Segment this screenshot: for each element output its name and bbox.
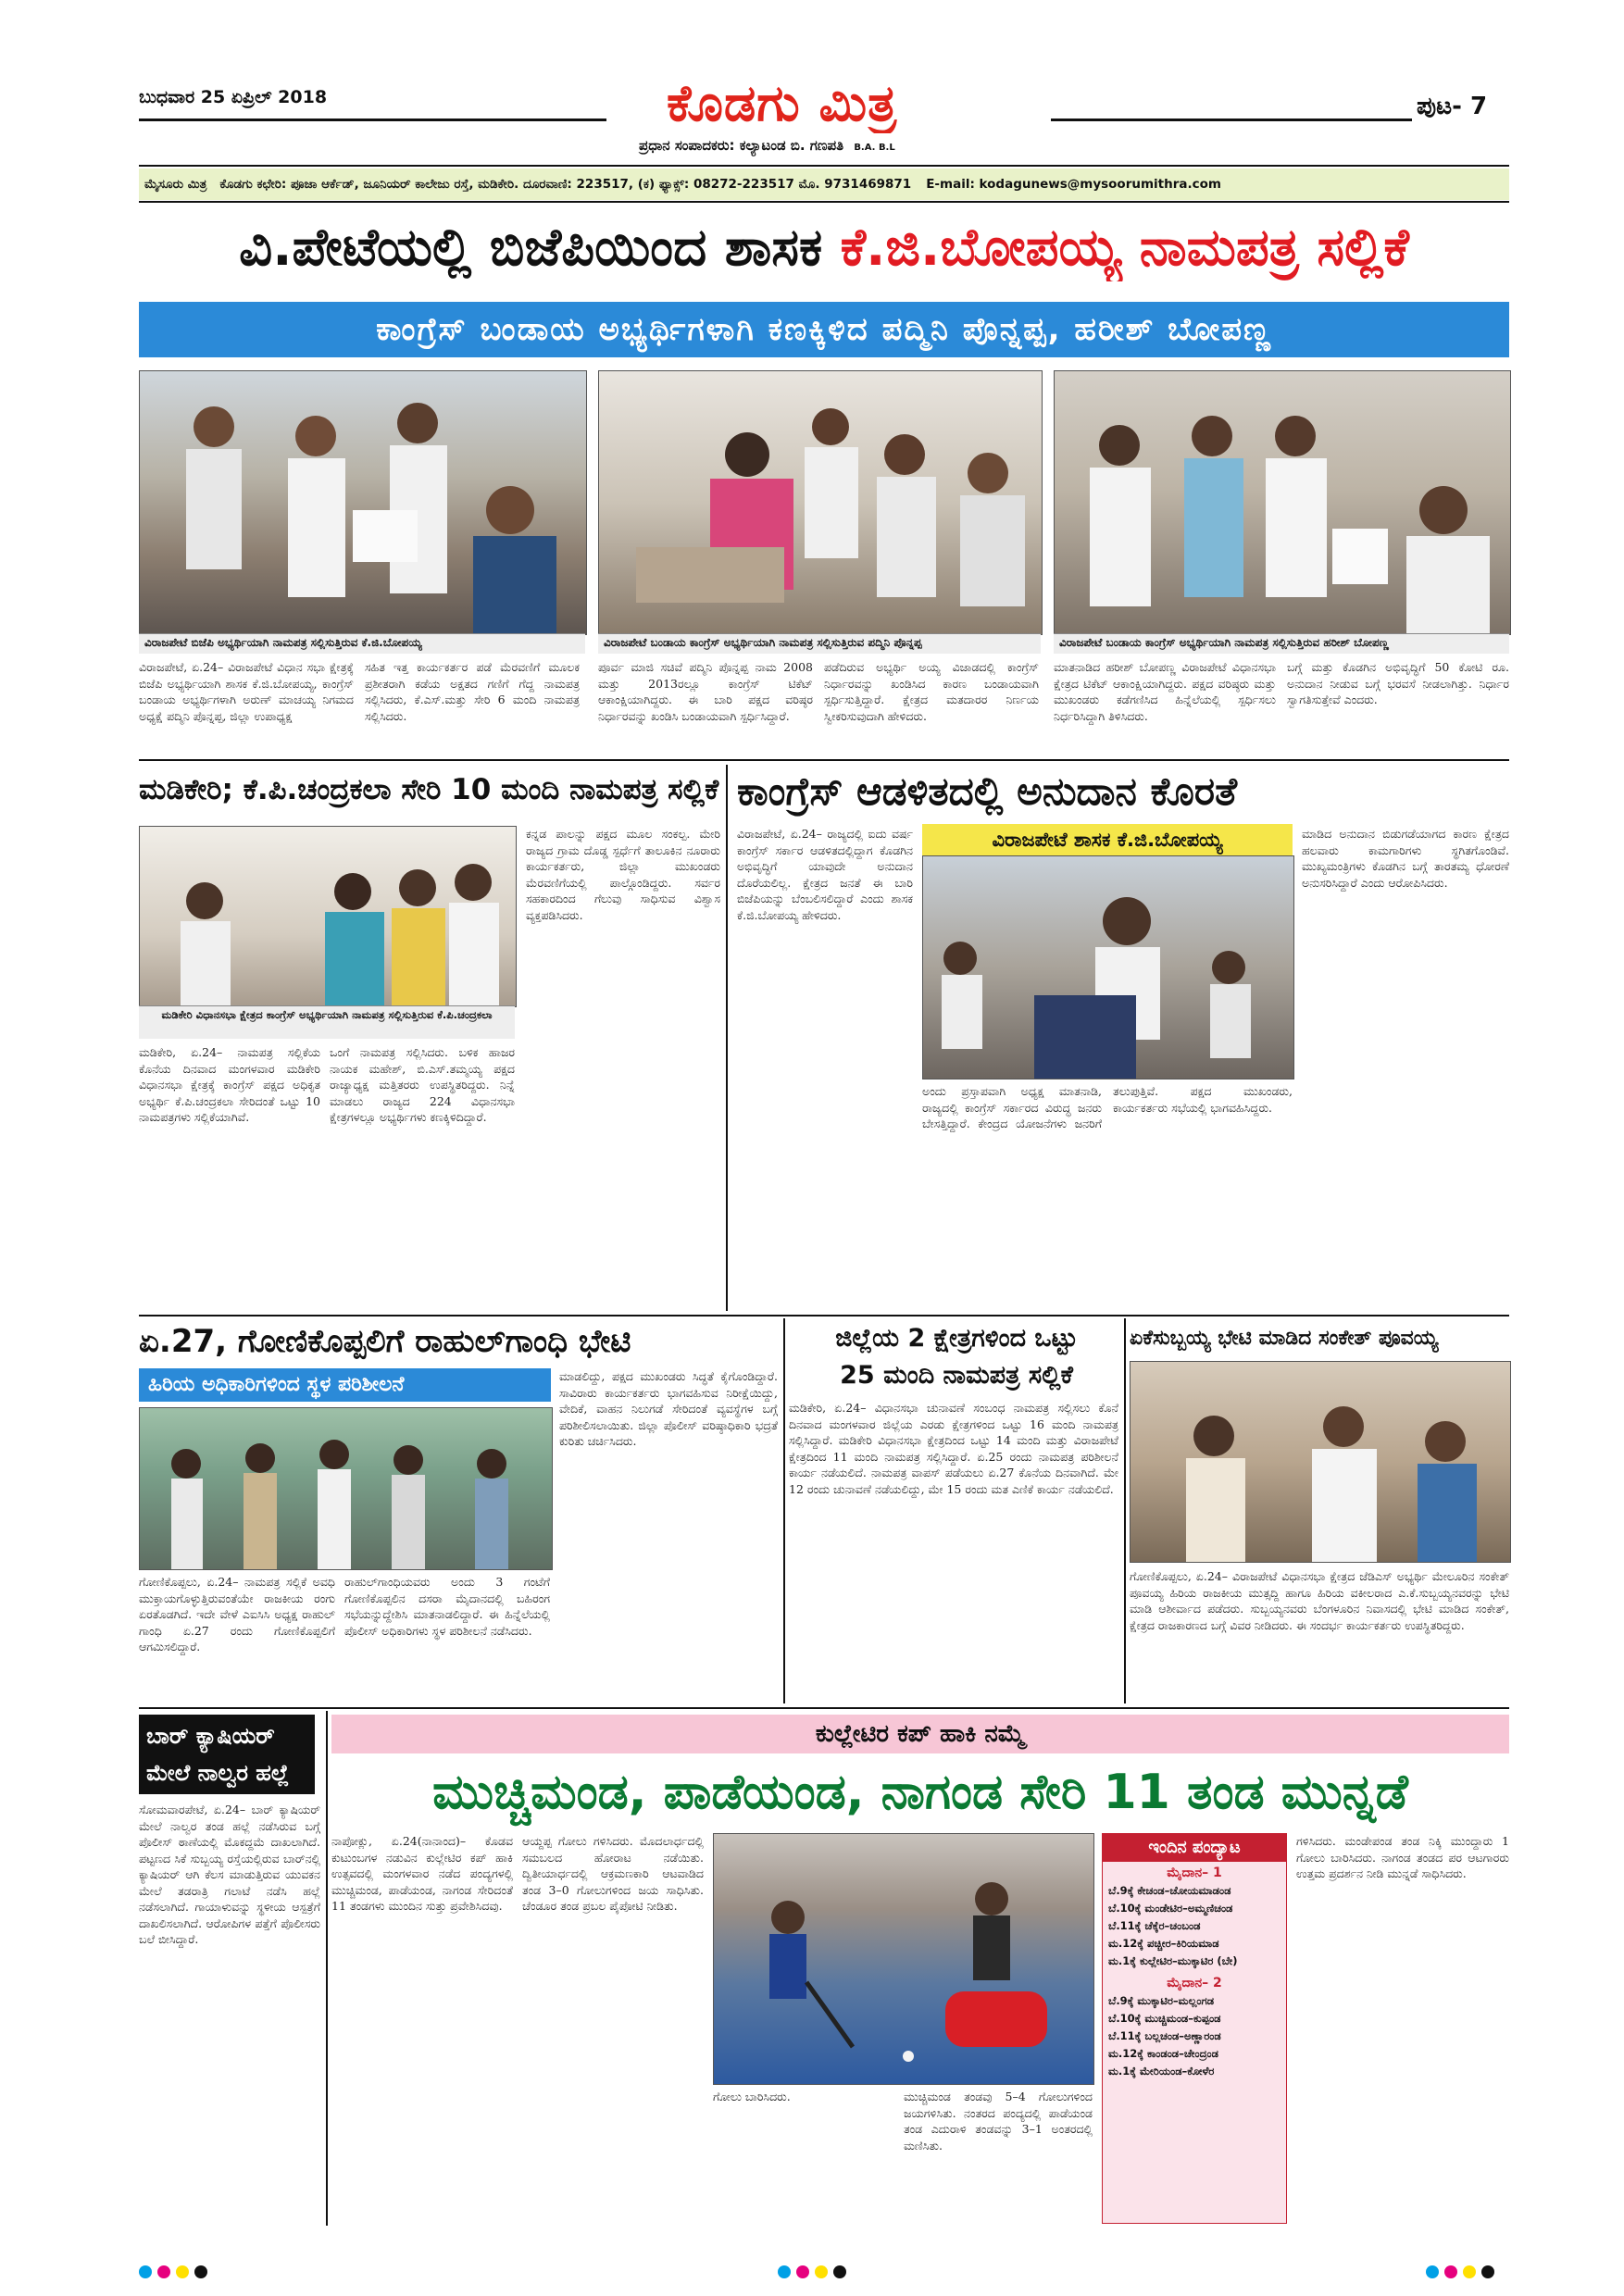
divider-lower [139,1707,1509,1709]
twentyfive-headline-1: ಜಿಲ್ಲೆಯ 2 ಕ್ಷೇತ್ರಗಳಿಂದ ಒಟ್ಟು [835,1324,1078,1353]
hockey-col-1: ನಾಪೋಕ್ಲು, ಏ.24(ನಾನಾಂದ)– ಕೊಡವ ಕುಟುಂಬಗಳ ನಡುವಿನ ಕುಲ್ಲೇಟಿರ ಕಪ್ ಹಾಕಿ ಉತ್ಸವದಲ್ಲಿ ಮಂಗಳವಾರ ನಡೆದ ಪಂದ್ಯಗಳಲ್ಲಿ ಮುಚ್ಚಿಮಂಡ, ಪಾಡೆಯಂಡ, ನಾಗಂಡ ಸೇರಿದಂತೆ 11 ತಂಡಗಳು ಮುಂದಿನ ಸುತ್ತು ಪ್ರವೇಶಿಸಿದವು. [331,1834,513,1913]
reg-dot-icon [194,2265,207,2278]
madikeri-caption: ಮಡಿಕೇರಿ ವಿಧಾನಸಭಾ ಕ್ಷೇತ್ರದ ಕಾಂಗ್ರೆಸ್ ಅಭ್ಯರ್ಥಿಯಾಗಿ ನಾಮಪತ್ರ ಸಲ್ಲಿಸುತ್ತಿರುವ ಕೆ.ಪಿ.ಚಂದ್ರಕಲಾ [139,1005,515,1039]
lead-headline-red: ಕೆ.ಜಿ.ಬೋಪಯ್ಯ ನಾಮಪತ್ರ ಸಲ್ಲಿಕೆ [840,218,1409,278]
masthead-rule-left [139,119,606,121]
lead-photo-padmini [598,370,1043,635]
divider-lead [139,759,1509,761]
ekesu-headline: ಏಕೆಸುಬ್ಬಯ್ಯ ಭೇಟಿ ಮಾಡಿದ ಸಂಕೇತ್ ಪೂವಯ್ಯ [1130,1327,1439,1350]
people-figures-icon [140,371,586,634]
speaker-at-podium-icon [923,856,1293,1079]
reg-dot-icon [815,2265,828,2278]
fixtures-list-1: ಬೆ.9ಕ್ಕೆ ಕೇಚಂಡ–ಚೋಯಮಾಡಂಡ ಬೆ.10ಕ್ಕೆ ಮಂಡೇಟಿರ–ಅಮ್ಮಣಿಚಂಡ ಬೆ.11ಕ್ಕೆ ಚೆಕ್ಕೆರ–ಚಂಬಂಡ ಮ.12ಕ್ಕೆ ಪಚ್ಚೀರ–ಕಿರಿಯಮಾಡ ಮ.1ಕ್ಕೆ ಕುಲ್ಲೇಟಿರ–ಮುಕ್ಕಾಟಿರ (ಬೇ) [1108,1884,1238,1967]
anudana-col-3: ಮಾಡಿದ ಅನುದಾನ ಬಿಡುಗಡೆಯಾಗದ ಕಾರಣ ಕ್ಷೇತ್ರದ ಹಲವಾರು ಕಾಮಗಾರಿಗಳು ಸ್ಥಗಿತಗೊಂಡಿವೆ. ಮುಖ್ಯಮಂತ್ರಿಗಳು ಕೊಡಗಿನ ಬಗ್ಗೆ ತಾರತಮ್ಯ ಧೋರಣೆ ಅನುಸರಿಸಿದ್ದಾರೆ ಎಂದು ಆರೋಪಿಸಿದರು. [1302,827,1509,890]
anudana-photo [922,855,1294,1079]
lead-caption-3: ವಿರಾಜಪೇಟೆ ಬಂಡಾಯ ಕಾಂಗ್ರೆಸ್ ಅಭ್ಯರ್ಥಿಯಾಗಿ ನಾಮಪತ್ರ ಸಲ್ಲಿಸುತ್ತಿರುವ ಹರೀಶ್ ಬೋಪಣ್ಣ [1054,633,1509,654]
hockey-players-icon [714,1834,1093,2084]
anudana-col-1: ವಿರಾಜಪೇಟೆ, ಏ.24– ರಾಜ್ಯದಲ್ಲಿ ಐದು ವರ್ಷ ಕಾಂಗ್ರೆಸ್ ಸರ್ಕಾರ ಆಡಳಿತದಲ್ಲಿದ್ದಾಗ ಕೊಡಗಿನ ಅಭಿವೃದ್ಧಿಗೆ ಯಾವುದೇ ಅನುದಾನ ದೊರೆಯಲಿಲ್ಲ. ಕ್ಷೇತ್ರದ ಜನತೆ ಈ ಬಾರಿ ಬಿಜೆಪಿಯನ್ನು ಬೆಂಬಲಿಸಲಿದ್ದಾರೆ ಎಂದು ಶಾಸಕ ಕೆ.ಜಿ.ಬೋಪಯ್ಯ ಹೇಳಿದರು. [737,827,913,922]
fixtures-ground-1: ಮೈದಾನ– 1 [1167,1866,1222,1880]
rahul-subhead: ಹಿರಿಯ ಅಧಿಕಾರಿಗಳಿಂದ ಸ್ಥಳ ಪರಿಶೀಲನೆ [139,1368,551,1402]
reg-dot-icon [157,2265,170,2278]
hockey-col-3: ಗೋಲು ಬಾರಿಸಿದರು. [713,2090,791,2103]
people-figures-icon [599,371,1042,634]
madikeri-col-2: ಒಂಗೆ ನಾಮಪತ್ರ ಸಲ್ಲಿಸಿದರು. ಬಳಿಕ ಹಾಜರ ನಾಯಕ ಮಹೇಶ್, ಬಿ.ಎಸ್.ತಮ್ಮಯ್ಯ ಪಕ್ಷದ ರಾಜ್ಯಾಧ್ಯಕ್ಷ ಮತ್ತಿತರರು ಉಪಸ್ಥಿತರಿದ್ದರು. ನಿನ್ನೆ ಮಾಡಲು ರಾಜ್ಯದ 224 ವಿಧಾನಸಭಾ ಕ್ಷೇತ್ರಗಳಲ್ಲೂ ಅಭ್ಯರ್ಥಿಗಳು ಕಣಕ್ಕಿಳಿದಿದ್ದಾರೆ. [330,1045,515,1124]
lead-col-1: ವಿರಾಜಪೇಟೆ, ಏ.24– ವಿರಾಜಪೇಟೆ ವಿಧಾನ ಸಭಾ ಕ್ಷೇತ್ರಕ್ಕೆ ಬಿಜೆಪಿ ಅಭ್ಯರ್ಥಿಯಾಗಿ ಶಾಸಕ ಕೆ.ಜಿ.ಬೋಪಯ್ಯ, ಕಾಂಗ್ರೆಸ್ ಬಂಡಾಯ ಅಭ್ಯರ್ಥಿಗಳಾಗಿ ಅರುಣ್ ಮಾಚಯ್ಯ ನಿಗಮದ ಅಧ್ಯಕ್ಷೆ ಪದ್ಮಿನಿ ಪೊನ್ನಪ್ಪ, ಜಿಲ್ಲಾ ಉಪಾಧ್ಯಕ್ಷ [139,660,354,723]
reg-dot-icon [1426,2265,1439,2278]
reg-dots-right [1426,2265,1500,2282]
ekesu-body: ಗೋಣಿಕೊಪ್ಪಲು, ಏ.24– ವಿರಾಜಪೇಟೆ ವಿಧಾನಸಭಾ ಕ್ಷೇತ್ರದ ಜೆಡಿಎಸ್ ಅಭ್ಯರ್ಥಿ ಮೇಲೂರಿನ ಸಂಕೇತ್ ಪೂವಯ್ಯ ಹಿರಿಯ ರಾಜಕೀಯ ಮುತ್ಸದ್ದಿ ಹಾಗೂ ಹಿರಿಯ ವಕೀಲರಾದ ಎ.ಕೆ.ಸುಬ್ಬಯ್ಯನವರನ್ನು ಭೇಟಿ ಮಾಡಿ ಆಶೀರ್ವಾದ ಪಡೆದರು. ಸುಬ್ಬಯ್ಯನವರು ಬೆಂಗಳೂರಿನ ನಿವಾಸದಲ್ಲಿ ಭೇಟಿ ಮಾಡಿದ ಸಂಕೇತ್, ಕ್ಷೇತ್ರದ ರಾಜಕಾರಣದ ಬಗ್ಗೆ ವಿವರ ನೀಡಿದರು. ಈ ಸಂದರ್ಭ ಕಾರ್ಯಕರ್ತರು ಉಪಸ್ಥಿತರಿದ್ದರು. [1130,1569,1509,1632]
rahul-col-2: ರಾಹುಲ್‌ಗಾಂಧಿಯವರು ಅಂದು 3 ಗಂಟೆಗೆ ಗೋಣಿಕೊಪ್ಪಲಿನ ದಸರಾ ಮೈದಾನದಲ್ಲಿ ಬಹಿರಂಗ ಸಭೆಯನ್ನುದ್ದೇಶಿಸಿ ಮಾತನಾಡಲಿದ್ದಾರೆ. ಈ ಹಿನ್ನೆಲೆಯಲ್ಲಿ ಪೊಲೀಸ್ ಅಧಿಕಾರಿಗಳು ಸ್ಥಳ ಪರಿಶೀಲನೆ ನಡೆಸಿದರು. [344,1575,550,1638]
anudana-photo-label: ವಿರಾಜಪೇಟೆ ಶಾಸಕ ಕೆ.ಜಿ.ಬೋಪಯ್ಯ [922,824,1293,855]
contact-address: ಕೊಡಗು ಕಛೇರಿ: ಪೂಜಾ ಆರ್ಕೆಡ್, ಜೂನಿಯರ್ ಕಾಲೇಜು ರಸ್ತೆ, ಮಡಿಕೇರಿ. ದೂರವಾಣಿ: 223517, (ಕ) ಫ್ಯಾಕ್ಸ್: 08272-223517 ಮೊ. 9731469871 [219,177,912,192]
reg-dots-center [778,2265,852,2282]
madikeri-photo [139,826,517,1007]
bar-body: ಸೋಮವಾರಪೇಟೆ, ಏ.24– ಬಾರ್ ಕ್ಯಾಷಿಯರ್ ಮೇಲೆ ನಾಲ್ವರ ತಂಡ ಹಲ್ಲೆ ನಡೆಸಿರುವ ಬಗ್ಗೆ ಪೊಲೀಸ್ ಠಾಣೆಯಲ್ಲಿ ಮೊಕದ್ದಮೆ ದಾಖಲಾಗಿದೆ. ಪಟ್ಟಣದ ಸಿಕೆ ಸುಬ್ಬಯ್ಯ ರಸ್ತೆಯಲ್ಲಿರುವ ಬಾರ್‌ನಲ್ಲಿ ಕ್ಯಾಷಿಯರ್ ಆಗಿ ಕೆಲಸ ಮಾಡುತ್ತಿರುವ ಯುವಕನ ಮೇಲೆ ತಡರಾತ್ರಿ ಗಲಾಟೆ ನಡೆಸಿ ಹಲ್ಲೆ ನಡೆಸಲಾಗಿದೆ. ಗಾಯಾಳುವನ್ನು ಸ್ಥಳೀಯ ಆಸ್ಪತ್ರೆಗೆ ದಾಖಲಿಸಲಾಗಿದೆ. ಆರೋಪಿಗಳ ಪತ್ತೆಗೆ ಪೊಲೀಸರು ಬಲೆ ಬೀಸಿದ್ದಾರೆ. [139,1803,320,1946]
fixtures-title: ಇಂದಿನ ಪಂದ್ಯಾಟ [1103,1834,1286,1862]
lead-col-2: ಸಹಿತ ಇತ್ತ ಕಾರ್ಯಕರ್ತರ ಪಡೆ ಮೆರವಣಿಗೆ ಮೂಲಕ ಪ್ರಶೀತರಾಗಿ ಕಡೆಯ ಅಕ್ಷತದ ಗಣಿಗೆ ಗೆದ್ದ ನಾಮಪತ್ರ ಸಲ್ಲಿಸಿದರು, ಕೆ.ಎಸ್.ಮತ್ತು ಸೇರಿ 6 ಮಂದಿ ನಾಮಪತ್ರ ಸಲ್ಲಿಸಿದರು. [365,660,580,723]
divider-vertical-3 [1124,1318,1126,1703]
divider-vertical-2 [783,1318,785,1703]
reg-dot-icon [139,2265,152,2278]
lead-col-3: ಪೂರ್ವ ಮಾಜಿ ಸಚಿವೆ ಪದ್ಮಿನಿ ಪೊನ್ನಪ್ಪ ನಾಮ 2008 ಮತ್ತು 2013ರಲ್ಲೂ ಕಾಂಗ್ರೆಸ್ ಟಿಕೆಟ್ ಆಕಾಂಕ್ಷಿಯಾಗಿದ್ದರು. ಈ ಬಾರಿ ಪಕ್ಷದ ವರಿಷ್ಠರ ನಿರ್ಧಾರವನ್ನು ಖಂಡಿಸಿ ಬಂಡಾಯವಾಗಿ ಸ್ಪರ್ಧಿಸಿದ್ದಾರೆ. [598,660,813,723]
rahul-col-1: ಗೋಣಿಕೊಪ್ಪಲು, ಏ.24– ನಾಮಪತ್ರ ಸಲ್ಲಿಕೆ ಅವಧಿ ಮುಕ್ತಾಯಗೊಳ್ಳುತ್ತಿರುವಂತೆಯೇ ರಾಜಕೀಯ ರಂಗು ಏರತೊಡಗಿದೆ. ಇದೇ ವೇಳೆ ಎಐಸಿಸಿ ಅಧ್ಯಕ್ಷ ರಾಹುಲ್ ಗಾಂಧಿ ಏ.27 ರಂದು ಗೋಣಿಕೊಪ್ಪಲಿಗೆ ಆಗಮಿಸಲಿದ್ದಾರೆ. [139,1575,335,1653]
reg-dot-icon [1444,2265,1457,2278]
anudana-col-2: ಅಂದು ಪ್ರಸ್ತಾಪವಾಗಿ ಅಧ್ಯಕ್ಷ ಮಾತನಾಡಿ, ರಾಜ್ಯದಲ್ಲಿ ಕಾಂಗ್ರೆಸ್ ಸರ್ಕಾರದ ವಿರುದ್ಧ ಜನರು ಬೇಸತ್ತಿದ್ದಾರೆ. ಕೇಂದ್ರದ ಯೋಜನೆಗಳು ಜನರಿಗೆ ತಲುಪುತ್ತಿವೆ. ಪಕ್ಷದ ಮುಖಂಡರು, ಕಾರ್ಯಕರ್ತರು ಸಭೆಯಲ್ಲಿ ಭಾಗವಹಿಸಿದ್ದರು. [922,1084,1293,1130]
lead-headline-black: ವಿ.ಪೇಟೆಯಲ್ಲಿ ಬಿಜೆಪಿಯಿಂದ ಶಾಸಕ [239,218,841,278]
reg-dot-icon [778,2265,791,2278]
madikeri-headline: ಮಡಿಕೇರಿ; ಕೆ.ಪಿ.ಚಂದ್ರಕಲಾ ಸೇರಿ 10 ಮಂದಿ ನಾಮಪತ್ರ ಸಲ್ಲಿಕೆ [139,773,719,806]
contact-email: E-mail: kodagunews@mysoorumithra.com [926,177,1221,192]
rahul-photo [139,1407,553,1570]
people-figures-icon [1055,371,1510,634]
hockey-col-4: ಮುಚ್ಚಿಮಂಡ ತಂಡವು 5–4 ಗೋಲುಗಳಿಂದ ಜಯಗಳಿಸಿತು. ನಂತರದ ಪಂದ್ಯದಲ್ಲಿ ಪಾಡೆಯಂಡ ತಂಡ ಎದುರಾಳಿ ತಂಡವನ್ನು 3–1 ಅಂತರದಲ್ಲಿ ಮಣಿಸಿತು. [904,2090,1093,2152]
reg-dot-icon [833,2265,846,2278]
reg-dot-icon [176,2265,189,2278]
fixtures-box [1102,1833,1287,2224]
hockey-photo [713,1833,1094,2085]
page-number: ಪುಟ- 7 [1417,93,1488,120]
contact-brand: ಮೈಸೂರು ಮಿತ್ರ [144,177,207,192]
masthead-date: ಬುಧವಾರ 25 ಏಪ್ರಿಲ್ 2018 [139,87,328,107]
fixtures-ground-2: ಮೈದಾನ– 2 [1167,1976,1222,1990]
editor-degree: B.A. B.L [854,143,895,153]
lead-photo-bopaiah [139,370,587,635]
masthead-rule-right [1051,119,1412,121]
contact-bar [139,168,1509,200]
lead-col-4: ಪಡೆದಿರುವ ಅಭ್ಯರ್ಥಿ ಅಯ್ಯ ವಿಜಾಡದಲ್ಲಿ ಕಾಂಗ್ರೆಸ್ ನಿರ್ಧಾರವನ್ನು ಖಂಡಿಸಿದ ಕಾರಣ ಬಂಡಾಯವಾಗಿ ಸ್ಪರ್ಧಿಸುತ್ತಿದ್ದಾರೆ. ಕ್ಷೇತ್ರದ ಮತದಾರರ ನಿರ್ಣಯ ಸ್ವೀಕರಿಸುವುದಾಗಿ ಹೇಳಿದರು. [824,660,1039,723]
lead-headline [139,215,1509,281]
lead-col-5: ಮಾತನಾಡಿದ ಹರೀಶ್ ಬೋಪಣ್ಣ ವಿರಾಜಪೇಟೆ ವಿಧಾನಸಭಾ ಕ್ಷೇತ್ರದ ಟಿಕೆಟ್ ಆಕಾಂಕ್ಷಿಯಾಗಿದ್ದರು. ಪಕ್ಷದ ವರಿಷ್ಠರು ಮತ್ತು ಮುಖಂಡರು ಕಡೆಗಣಿಸಿದ ಹಿನ್ನೆಲೆಯಲ್ಲಿ ಸ್ಪರ್ಧಿಸಲು ನಿರ್ಧರಿಸಿದ್ದಾಗಿ ತಿಳಿಸಿದರು. [1054,660,1276,723]
people-figures-icon [140,827,516,1006]
bar-headline: ಬಾರ್ ಕ್ಯಾಷಿಯರ್ ಮೇಲೆ ನಾಲ್ವರ ಹಲ್ಲೆ [139,1715,315,1794]
masthead-bar-top [139,165,1509,167]
twentyfive-body: ಮಡಿಕೇರಿ, ಏ.24– ವಿಧಾನಸಭಾ ಚುನಾವಣೆ ಸಂಬಂಧ ನಾಮಪತ್ರ ಸಲ್ಲಿಸಲು ಕೊನೆ ದಿನವಾದ ಮಂಗಳವಾರ ಜಿಲ್ಲೆಯ ಎರಡು ಕ್ಷೇತ್ರಗಳಿಂದ ಒಟ್ಟು 16 ಮಂದಿ ನಾಮಪತ್ರ ಸಲ್ಲಿಸಿದ್ದಾರೆ. ಮಡಿಕೇರಿ ವಿಧಾನಸಭಾ ಕ್ಷೇತ್ರದಿಂದ ಒಟ್ಟು 14 ಮಂದಿ ಮತ್ತು ವಿರಾಜಪೇಟೆ ಕ್ಷೇತ್ರದಿಂದ 11 ಮಂದಿ ನಾಮಪತ್ರ ಸಲ್ಲಿಸಿದ್ದಾರೆ. ಏ.25 ರಂದು ನಾಮಪತ್ರ ಪರಿಶೀಲನೆ ಕಾರ್ಯ ನಡೆಯಲಿದೆ. ನಾಮಪತ್ರ ವಾಪಸ್ ಪಡೆಯಲು ಏ.27 ಕೊನೆಯ ದಿನವಾಗಿದೆ. ಮೇ 12 ರಂದು ಚುನಾವಣೆ ನಡೆಯಲಿದ್ದು, ಮೇ 15 ರಂದು ಮತ ಎಣಿಕೆ ಕಾರ್ಯ ನಡೆಯಲಿದೆ. [789,1401,1118,1496]
madikeri-col-3: ಕನ್ನಡ ಪಾಲನ್ನು ಪಕ್ಷದ ಮೂಲ ಸಂಕಲ್ಪ. ಮೇರಿ ರಾಜ್ಯದ ಗ್ರಾಮ ದೊಡ್ಡ ಸ್ಪರ್ಧೆಗೆ ತಾಲೂಕಿನ ನೂರಾರು ಕಾರ್ಯಕರ್ತರು, ಜಿಲ್ಲಾ ಮುಖಂಡರು ಮೆರವಣಿಗೆಯಲ್ಲಿ ಪಾಲ್ಗೊಂಡಿದ್ದರು. ಸರ್ವರ ಸಹಕಾರದಿಂದ ಗೆಲುವು ಸಾಧಿಸುವ ವಿಶ್ವಾಸ ವ್ಯಕ್ತಪಡಿಸಿದರು. [526,827,720,922]
masthead-title: ಕೊಡಗು ಮಿತ್ರ [667,74,898,132]
twentyfive-headline-2: 25 ಮಂದಿ ನಾಮಪತ್ರ ಸಲ್ಲಿಕೆ [840,1361,1073,1390]
hockey-kicker: ಕುಲ್ಲೇಟಿರ ಕಪ್ ಹಾಕಿ ನಮ್ಮೆ [331,1715,1509,1753]
reg-dot-icon [796,2265,809,2278]
lead-col-6: ಬಗ್ಗೆ ಮತ್ತು ಕೊಡಗಿನ ಅಭಿವೃದ್ಧಿಗೆ 50 ಕೋಟಿ ರೂ. ಅನುದಾನ ನೀಡುವ ಬಗ್ಗೆ ಭರವಸೆ ನೀಡಲಾಗಿತ್ತು. ನಿರ್ಧಾರ ಸ್ವಾಗತಿಸುತ್ತೇವೆ ಎಂದರು. [1287,660,1509,706]
reg-dot-icon [1481,2265,1494,2278]
reg-dots-left [139,2265,213,2282]
divider-vertical-mid [726,765,728,1311]
madikeri-col-1: ಮಡಿಕೇರಿ, ಏ.24– ನಾಮಪತ್ರ ಸಲ್ಲಿಕೆಯ ಕೊನೆಯ ದಿನವಾದ ಮಂಗಳವಾರ ಮಡಿಕೇರಿ ವಿಧಾನಸಭಾ ಕ್ಷೇತ್ರಕ್ಕೆ ಕಾಂಗ್ರೆಸ್ ಪಕ್ಷದ ಅಧಿಕೃತ ಅಭ್ಯರ್ಥಿ ಕೆ.ಪಿ.ಚಂದ್ರಕಲಾ ಸೇರಿದಂತೆ ಒಟ್ಟು 10 ನಾಮಪತ್ರಗಳು ಸಲ್ಲಿಕೆಯಾಗಿವೆ. [139,1045,320,1124]
hockey-headline: ಮುಚ್ಚಿಮಂಡ, ಪಾಡೆಯಂಡ, ನಾಗಂಡ ಸೇರಿ 11 ತಂಡ ಮುನ್ನಡೆ [432,1765,1408,1820]
lead-caption-1: ವಿರಾಜಪೇಟೆ ಬಿಜೆಪಿ ಅಭ್ಯರ್ಥಿಯಾಗಿ ನಾಮಪತ್ರ ಸಲ್ಲಿಸುತ್ತಿರುವ ಕೆ.ಜಿ.ಬೋಪಯ್ಯ [139,633,585,654]
anudana-headline: ಕಾಂಗ್ರೆಸ್ ಆಡಳಿತದಲ್ಲಿ ಅನುದಾನ ಕೊರತೆ [737,768,1238,814]
lead-photo-harish [1054,370,1511,635]
officials-group-icon [140,1408,552,1569]
fixtures-list-2: ಬೆ.9ಕ್ಕೆ ಮುಕ್ಕಾಟಿರ–ಮಲ್ಲಂಗಡ ಬೆ.10ಕ್ಕೆ ಮುಚ್ಚಿಮಂಡ–ಕುಪ್ಪಂಡ ಬೆ.11ಕ್ಕೆ ಬಲ್ಲಚಂಡ–ಅಣ್ಣಾರಂಡ ಮ.12ಕ್ಕೆ ಕಾಂಡಂಡ–ಚೇಂದ್ರಂಡ ಮ.1ಕ್ಕೆ ಮೇರಿಯಂಡ–ಕೋಳೆರ [1108,1994,1221,2078]
divider-middle [139,1315,1509,1316]
meeting-people-icon [1131,1362,1510,1562]
hockey-col-2: ಆಯ್ದಪ್ಪ ಗೋಲು ಗಳಿಸಿದರು. ಮೊದಲಾರ್ಧದಲ್ಲಿ ಸಮಬಲದ ಹೋರಾಟ ನಡೆಯಿತು. ದ್ವಿತೀಯಾರ್ಧದಲ್ಲಿ ಆಕ್ರಮಣಕಾರಿ ಆಟವಾಡಿದ ತಂಡ 3–0 ಗೋಲುಗಳಿಂದ ಜಯ ಸಾಧಿಸಿತು. ಚೆಂಡೂರ ತಂಡ ಪ್ರಬಲ ಪೈಪೋಟಿ ನೀಡಿತು. [522,1834,704,1913]
rahul-col-3: ಮಾಡಲಿದ್ದು, ಪಕ್ಷದ ಮುಖಂಡರು ಸಿದ್ಧತೆ ಕೈಗೊಂಡಿದ್ದಾರೆ. ಸಾವಿರಾರು ಕಾರ್ಯಕರ್ತರು ಭಾಗವಹಿಸುವ ನಿರೀಕ್ಷೆಯಿದ್ದು, ವೇದಿಕೆ, ವಾಹನ ನಿಲುಗಡೆ ಸೇರಿದಂತೆ ವ್ಯವಸ್ಥೆಗಳ ಬಗ್ಗೆ ಪರಿಶೀಲಿಸಲಾಯಿತು. ಜಿಲ್ಲಾ ಪೊಲೀಸ್ ವರಿಷ್ಠಾಧಿಕಾರಿ ಭದ್ರತೆ ಕುರಿತು ಚರ್ಚಿಸಿದರು. [559,1369,778,1448]
rahul-headline: ಏ.27, ಗೋಣಿಕೊಪ್ಪಲಿಗೆ ರಾಹುಲ್‌ಗಾಂಧಿ ಭೇಟಿ [139,1323,631,1360]
ekesu-photo [1130,1361,1511,1563]
masthead-bar-bottom [139,201,1509,203]
lead-subhead: ಕಾಂಗ್ರೆಸ್ ಬಂಡಾಯ ಅಭ್ಯರ್ಥಿಗಳಾಗಿ ಕಣಕ್ಕಿಳಿದ ಪದ್ಮಿನಿ ಪೊನ್ನಪ್ಪ, ಹರೀಶ್ ಬೋಪಣ್ಣ [139,302,1509,357]
editor-name: ಪ್ರಧಾನ ಸಂಪಾದಕರು: ಕಲ್ಯಾಟಂಡ ಬಿ. ಗಣಪತಿ [639,137,844,154]
lead-caption-2: ವಿರಾಜಪೇಟೆ ಬಂಡಾಯ ಕಾಂಗ್ರೆಸ್ ಅಭ್ಯರ್ಥಿಯಾಗಿ ನಾಮಪತ್ರ ಸಲ್ಲಿಸುತ್ತಿರುವ ಪದ್ಮಿನಿ ಪೊನ್ನಪ್ಪ [598,633,1041,654]
hockey-col-5: ಗಳಿಸಿದರು. ಮಂಡೇಪಂಡ ತಂಡ ನಿಕ್ಕಿ ಮುಂದ್ದಾರು 1 ಗೋಲು ಬಾರಿಸಿದರು. ನಾಗಂಡ ತಂಡದ ಪರ ಆಟಗಾರರು ಉತ್ತಮ ಪ್ರದರ್ಶನ ನೀಡಿ ಮುನ್ನಡೆ ಸಾಧಿಸಿದರು. [1296,1834,1509,1880]
reg-dot-icon [1463,2265,1476,2278]
editor-line [639,137,895,154]
divider-vertical-4 [326,1711,328,2226]
